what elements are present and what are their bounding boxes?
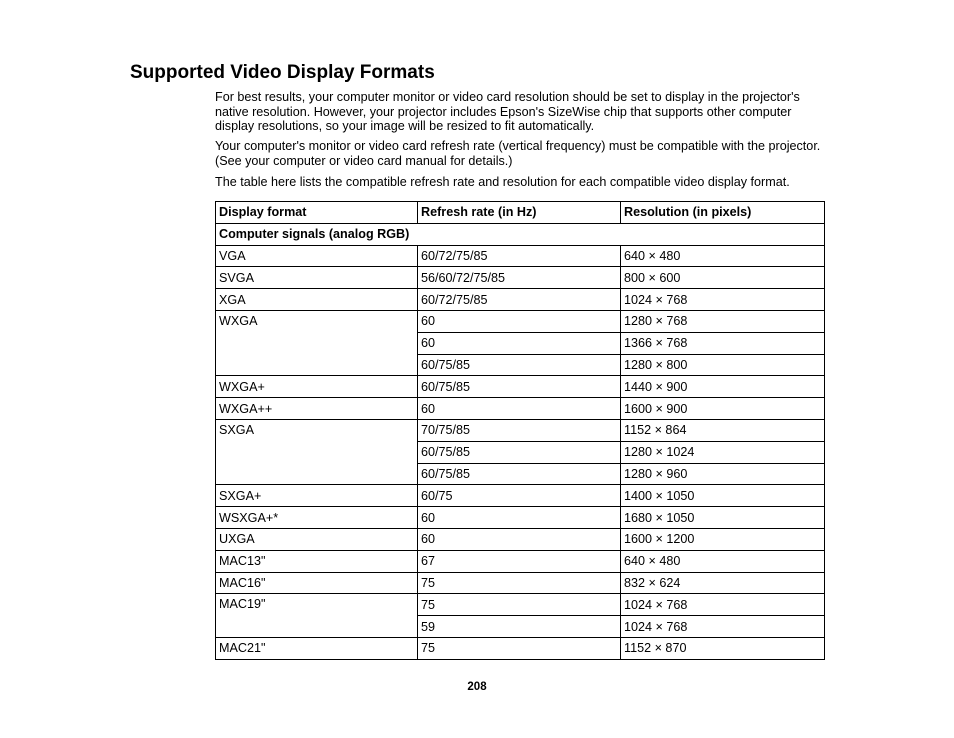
resolution-cell: 1152 × 864 [621,419,825,441]
format-cell: MAC13" [216,550,418,572]
page-title: Supported Video Display Formats [130,62,435,83]
refresh-rate-cell: 60 [418,528,621,550]
refresh-rate-cell: 60 [418,398,621,420]
format-cell: WXGA+ [216,376,418,398]
format-cell: UXGA [216,528,418,550]
format-cell: MAC19" [216,594,418,638]
refresh-rate-paragraph: Your computer's monitor or video card refresh rate (vertical frequency) must be compatible with the projector. (See your computer or video card manual for details.) [215,139,821,168]
resolution-cell: 1400 × 1050 [621,485,825,507]
resolution-cell: 1280 × 768 [621,310,825,332]
format-cell: XGA [216,289,418,311]
format-cell: MAC21" [216,637,418,659]
resolution-cell: 1280 × 960 [621,463,825,485]
header-refresh-rate: Refresh rate (in Hz) [418,202,621,224]
refresh-rate-cell: 60/75/85 [418,376,621,398]
refresh-rate-cell: 67 [418,550,621,572]
resolution-cell: 1440 × 900 [621,376,825,398]
table-row [216,550,825,572]
refresh-rate-cell: 59 [418,616,621,638]
section-label: Computer signals (analog RGB) [216,223,825,245]
table-row [216,289,825,311]
header-display-format: Display format [216,202,418,224]
table-row [216,485,825,507]
format-cell: WSXGA+* [216,507,418,529]
format-cell: SXGA+ [216,485,418,507]
format-cell: WXGA [216,310,418,375]
table-row [216,419,825,441]
refresh-rate-cell: 60/72/75/85 [418,245,621,267]
table-row [216,267,825,289]
table-header-row [216,202,825,224]
table-row [216,376,825,398]
intro-paragraph: For best results, your computer monitor or video card resolution should be set to display in the projector's native resolution. However, your projector includes Epson's SizeWise chip that supports other computer display resolutions, so your image will be resized to fit automatically. [215,90,800,134]
table-row [216,245,825,267]
refresh-rate-cell: 60/75 [418,485,621,507]
refresh-rate-cell: 60/75/85 [418,441,621,463]
resolution-cell: 1024 × 768 [621,616,825,638]
resolution-cell: 1600 × 900 [621,398,825,420]
refresh-rate-cell: 60 [418,507,621,529]
refresh-rate-cell: 56/60/72/75/85 [418,267,621,289]
resolution-cell: 1280 × 1024 [621,441,825,463]
format-cell: SVGA [216,267,418,289]
format-cell: WXGA++ [216,398,418,420]
resolution-cell: 832 × 624 [621,572,825,594]
resolution-cell: 640 × 480 [621,550,825,572]
resolution-cell: 1152 × 870 [621,637,825,659]
resolution-cell: 1024 × 768 [621,289,825,311]
refresh-rate-cell: 60 [418,310,621,332]
table-row [216,637,825,659]
table-row [216,398,825,420]
table-intro-paragraph: The table here lists the compatible refresh rate and resolution for each compatible video display format. [215,175,790,189]
table-row [216,507,825,529]
resolution-cell: 800 × 600 [621,267,825,289]
resolution-cell: 1680 × 1050 [621,507,825,529]
format-cell: MAC16" [216,572,418,594]
refresh-rate-cell: 60/75/85 [418,463,621,485]
refresh-rate-cell: 70/75/85 [418,419,621,441]
refresh-rate-cell: 60/72/75/85 [418,289,621,311]
table-row [216,528,825,550]
table-row [216,310,825,332]
refresh-rate-cell: 75 [418,594,621,616]
header-resolution: Resolution (in pixels) [621,202,825,224]
video-formats-table [215,201,825,660]
resolution-cell: 640 × 480 [621,245,825,267]
page-number: 208 [467,681,487,693]
refresh-rate-cell: 75 [418,637,621,659]
resolution-cell: 1600 × 1200 [621,528,825,550]
table-row [216,572,825,594]
refresh-rate-cell: 60/75/85 [418,354,621,376]
resolution-cell: 1366 × 768 [621,332,825,354]
resolution-cell: 1280 × 800 [621,354,825,376]
format-cell: VGA [216,245,418,267]
table-row [216,594,825,616]
table-body [216,223,825,659]
refresh-rate-cell: 60 [418,332,621,354]
section-row [216,223,825,245]
refresh-rate-cell: 75 [418,572,621,594]
format-cell: SXGA [216,419,418,484]
resolution-cell: 1024 × 768 [621,594,825,616]
